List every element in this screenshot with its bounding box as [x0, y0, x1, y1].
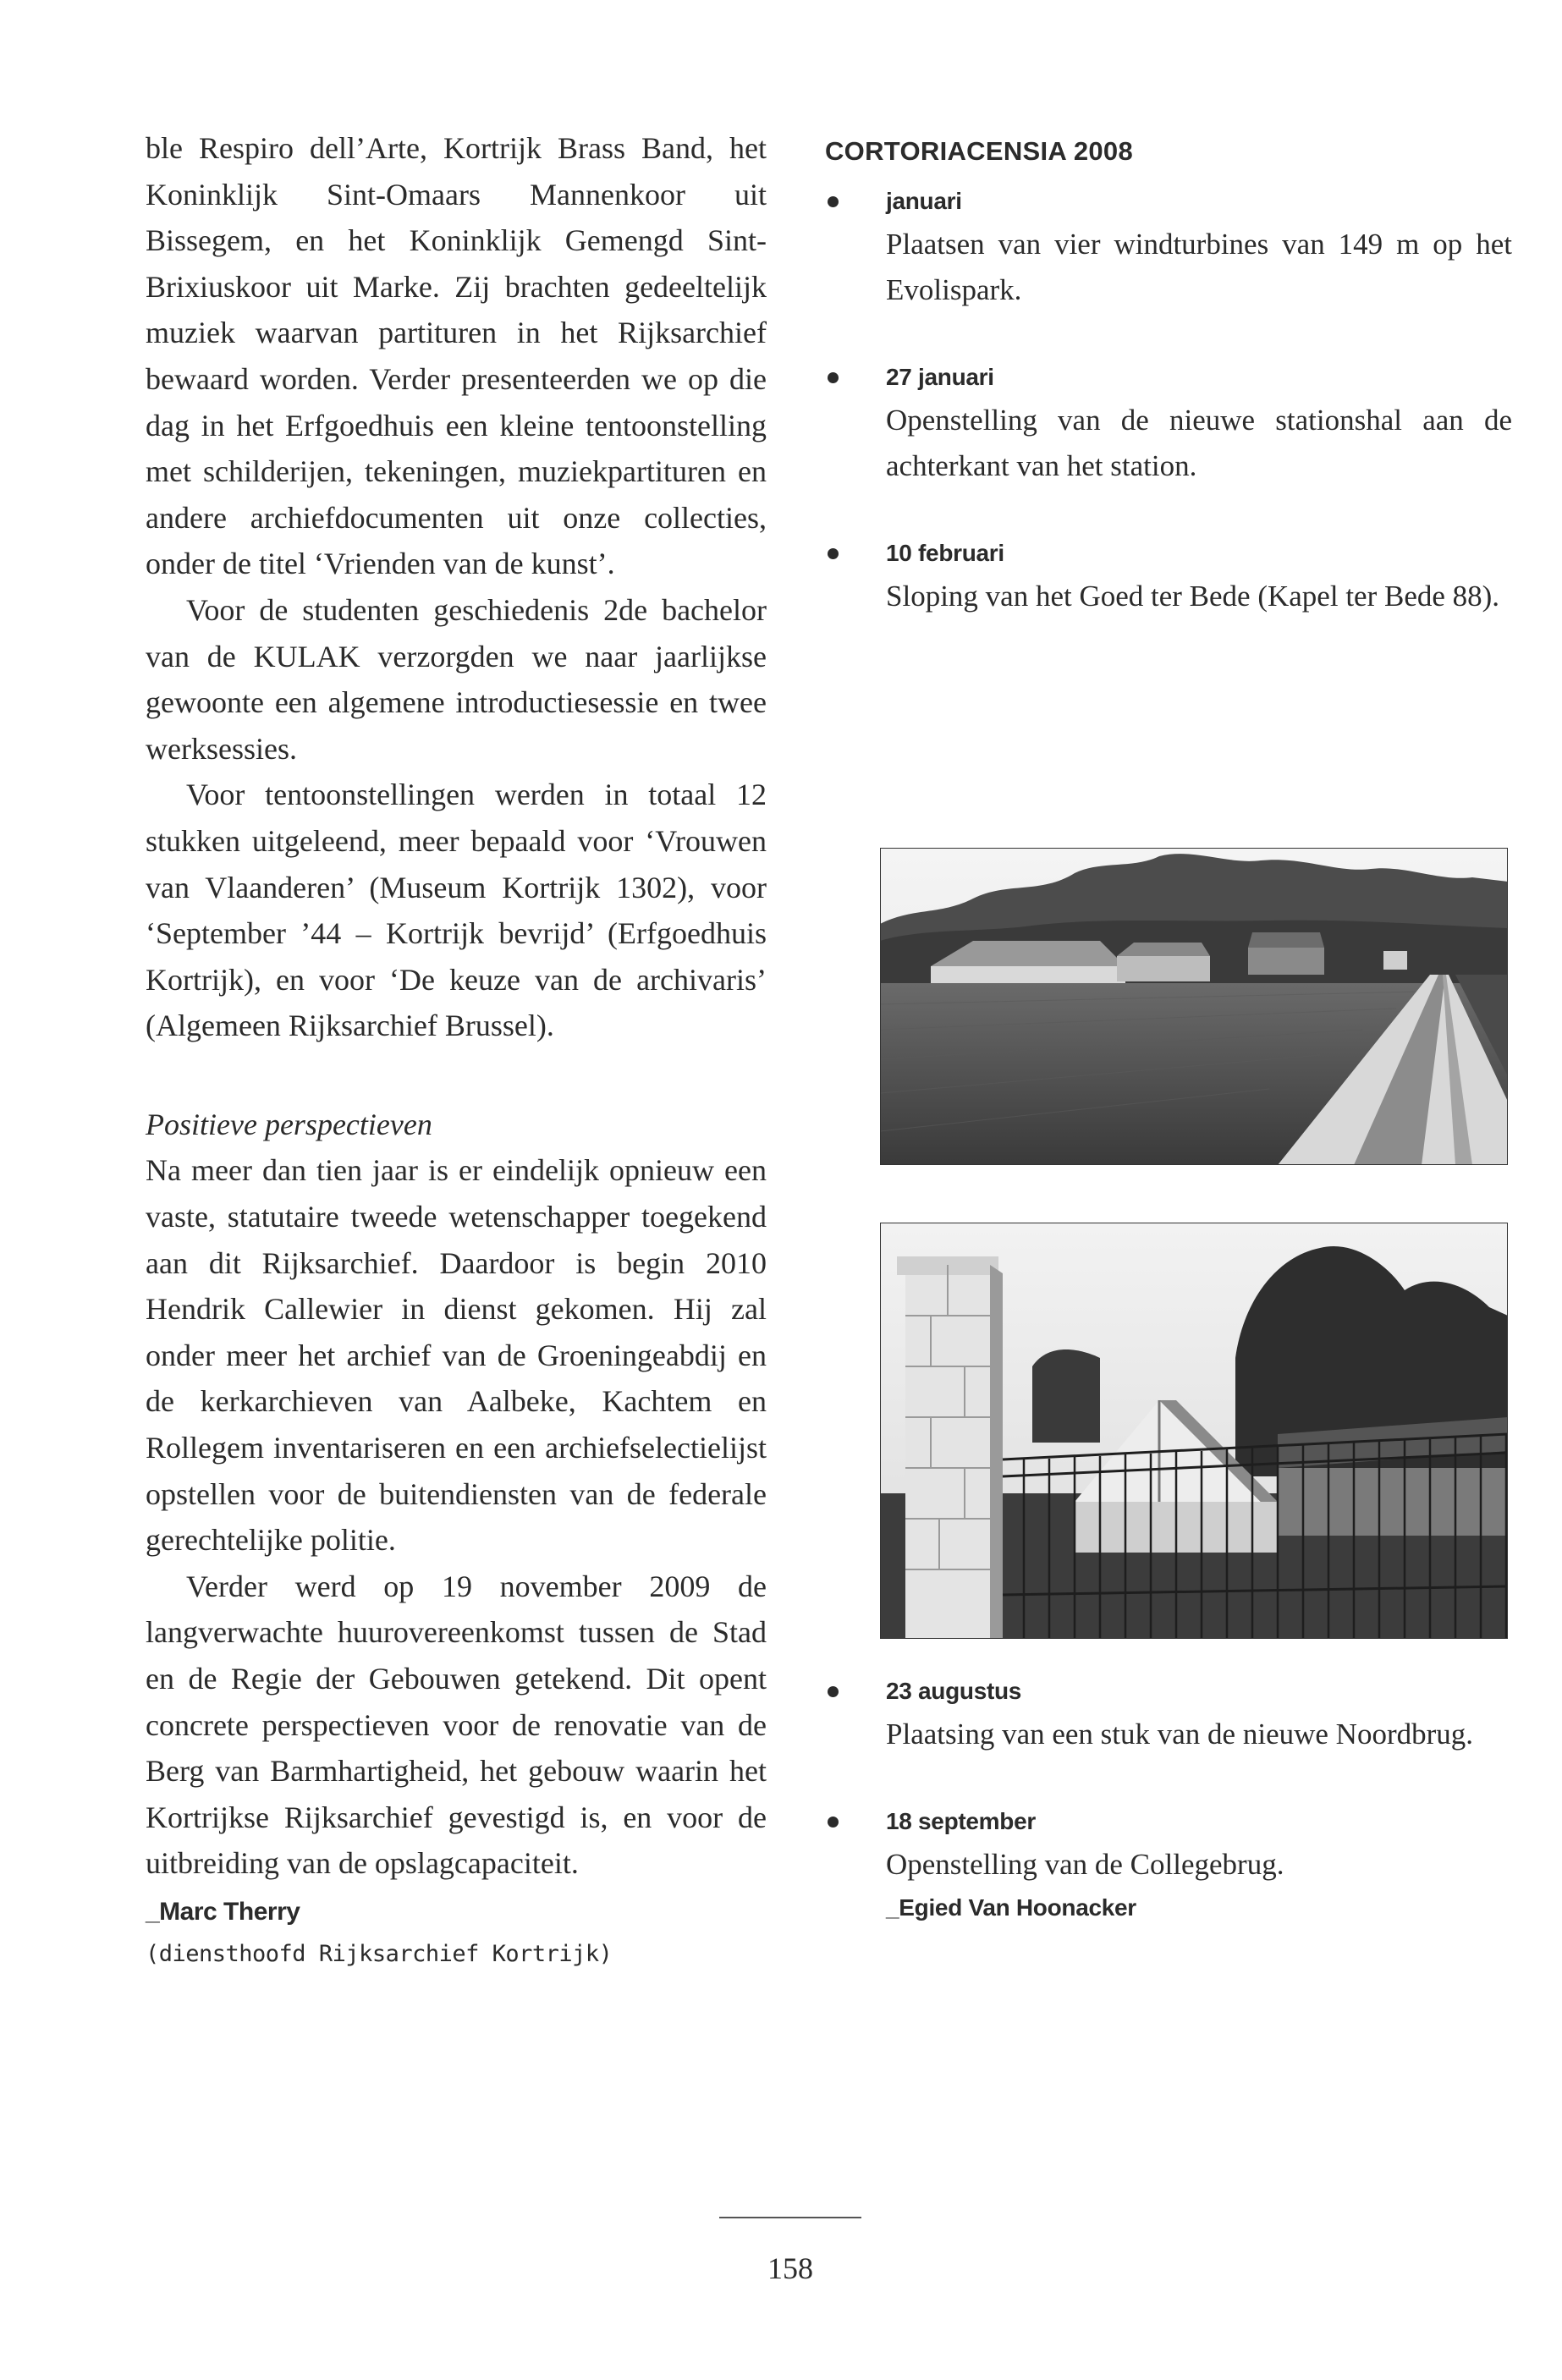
paragraph-3: Voor tentoonstellingen werden in totaal 12 stukken uitgeleend, meer bepaald voor ‘Vrouwen van Vlaanderen’ (Museum Kortrijk 1302), voor ‘September ’44 – Kortrijk bevrijd’ (Erfgoedhuis Kortrijk), en voor ‘De keuze van de archivaris’ (Algemeen Rijksarchief Brussel). [146, 778, 767, 1043]
event-date: 10 februari [886, 540, 1004, 566]
chronicle-title: CORTORIACENSIA 2008 [825, 136, 1134, 166]
section-paragraph-2: Verder werd op 19 november 2009 de langverwachte huurovereenkomst tussen de Stad en de Regie der Gebouwen getekend. Dit opent concrete perspectieven voor de renovatie van de Berg van Barmhartigheid, het gebouw waarin het Kortrijkse Rijksarchief gevestigd is, en voor de uitbreiding van de opslagcapaciteit. [146, 1569, 767, 1881]
event-date: 18 september [886, 1808, 1036, 1834]
chronicle-event [825, 1671, 1512, 1757]
right-column-lower [825, 1671, 1512, 1928]
page-number: 158 [767, 2251, 813, 2285]
event-date: januari [886, 188, 962, 214]
section-paragraph-1: Na meer dan tien jaar is er eindelijk opnieuw een vaste, statutaire tweede wetenschapper toegekend aan dit Rijksarchief. Daardoor is begin 2010 Hendrik Callewier in dienst gekomen. Hij zal onder meer het archief van de Groeningeabdij en de kerkarchieven van Aalbeke, Kachtem en Rollegem inventariseren en een archiefselectielijst opstellen voor de buitendiensten van de federale gerechtelijke politie. [146, 1153, 767, 1558]
paragraph-2: Voor de studenten geschiedenis 2de bachelor van de KULAK verzorgden we naar jaarlijkse gewoonte een algemene introductiesessie en twee werksessies. [146, 592, 767, 766]
bullet-icon [828, 372, 839, 383]
chronicle-event [825, 533, 1512, 619]
event-date: 23 augustus [886, 1678, 1022, 1704]
chronicle-event [825, 1801, 1512, 1888]
bullet-icon [828, 1817, 839, 1828]
left-column [146, 125, 767, 1976]
event-text: Sloping van het Goed ter Bede (Kapel ter Bede 88). [886, 580, 1500, 613]
chronicle-signature: _Egied Van Hoonacker [886, 1894, 1136, 1921]
footer-rule [719, 2217, 861, 2218]
author-name: _Marc Therry [146, 1897, 300, 1926]
right-column [825, 125, 1512, 663]
bullet-icon [828, 1686, 839, 1697]
farm-gate-photo [880, 1223, 1508, 1639]
chronicle-event [825, 181, 1512, 313]
event-text: Openstelling van de nieuwe stationshal aan de achterkant van het station. [886, 404, 1512, 482]
farm-field-photo [880, 848, 1508, 1165]
section-title: Positieve perspectieven [146, 1107, 432, 1141]
bullet-icon [828, 196, 839, 207]
event-text: Plaatsing van een stuk van de nieuwe Noordbrug. [886, 1718, 1474, 1751]
event-date: 27 januari [886, 364, 994, 390]
author-affiliation: (diensthoofd Rijksarchief Kortrijk) [146, 1940, 613, 1967]
bullet-icon [828, 548, 839, 559]
paragraph-1: ble Respiro dell’Arte, Kortrijk Brass Band, het Koninklijk Sint-Omaars Mannenkoor uit Bissegem, en het Koninklijk Gemengd Sint-Brixiuskoor uit Marke. Zij brachten gedeeltelijk muziek waarvan partituren in het Rijksarchief bewaard worden. Verder presenteerden we op die dag in het Erfgoedhuis een kleine tentoonstelling met schilderijen, tekeningen, muziekpartituren en andere archiefdocumenten uit onze collecties, onder de titel ‘Vrienden van de kunst’. [146, 131, 767, 581]
event-text: Plaatsen van vier windturbines van 149 m op het Evolispark. [886, 228, 1512, 306]
event-text: Openstelling van de Collegebrug. [886, 1848, 1284, 1881]
chronicle-event [825, 357, 1512, 489]
